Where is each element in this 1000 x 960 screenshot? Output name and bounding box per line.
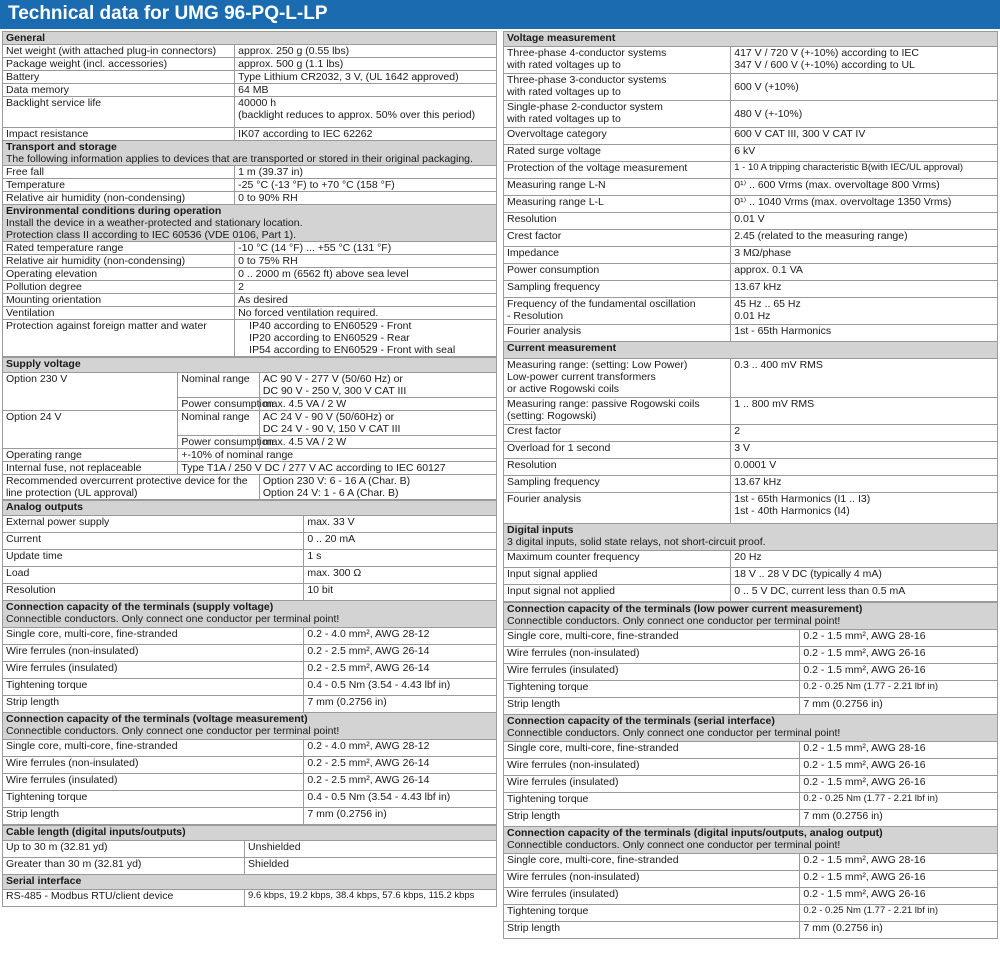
table-row: Measuring range: passive Rogowski coils (setting: Rogowski) 1 .. 800 mV RMS [504, 398, 998, 425]
table-row: Protection against foreign matter and water IP40 according to EN60529 - Front IP20 according to EN60529 - Rear IP54 according to EN60529 - Front with seal [3, 320, 497, 357]
table-row: Option 24 V Nominal range AC 24 V - 90 V (50/60Hz) or DC 24 V - 90 V, 150 V CAT III [3, 411, 497, 436]
table-row: Power consumption approx. 0.1 VA [504, 264, 998, 281]
table-row: Recommended overcurrent protective device for the line protection (UL approval) Option 230 V: 6 - 16 A (Char. B) Option 24 V: 1 - 6 A (Char. B) [3, 475, 497, 500]
table-row: Greater than 30 m (32.81 yd) Shielded [3, 858, 497, 875]
table-row: Up to 30 m (32.81 yd) Unshielded [3, 841, 497, 858]
table-row: Relative air humidity (non-condensing) 0 to 75% RH [3, 255, 497, 268]
table-row: Rated temperature range -10 °C (14 °F) ... +55 °C (131 °F) [3, 242, 497, 255]
table-row: Strip length 7 mm (0.2756 in) [504, 698, 998, 715]
table-row: Wire ferrules (insulated) 0.2 - 1.5 mm², AWG 26-16 [504, 776, 998, 793]
table-row: Current 0 .. 20 mA [3, 533, 497, 550]
table-row: External power supply max. 33 V [3, 516, 497, 533]
table-row: Tightening torque 0.2 - 0.25 Nm (1.77 - 2.21 lbf in) [504, 905, 998, 922]
table-row: Three-phase 4-conductor systems with rated voltages up to 417 V / 720 V (+-10%) according to IEC 347 V / 600 V (+-10%) according to UL [504, 47, 998, 74]
table-row: Wire ferrules (non-insulated) 0.2 - 1.5 mm², AWG 26-16 [504, 647, 998, 664]
section-header-conn-lowpower: Connection capacity of the terminals (low power current measurement) Connectible conductors. Only connect one conductor per terminal point! [504, 603, 998, 630]
left-spec-table [2, 31, 497, 357]
table-row: Wire ferrules (insulated) 0.2 - 1.5 mm², AWG 26-16 [504, 664, 998, 681]
table-row: Strip length 7 mm (0.2756 in) [3, 808, 497, 825]
table-row: Update time 1 s [3, 550, 497, 567]
section-header-environment: Environmental conditions during operation Install the device in a weather-protected and stationary location. Protection class II according to IEC 60536 (VDE 0106, Part 1). [3, 205, 497, 242]
table-row: Sampling frequency 13.67 kHz [504, 281, 998, 298]
cable-serial-table [2, 825, 497, 907]
table-row: Overload for 1 second 3 V [504, 442, 998, 459]
table-row: Wire ferrules (insulated) 0.2 - 2.5 mm², AWG 26-14 [3, 774, 497, 791]
table-row: Power consumption max. 4.5 VA / 2 W [3, 398, 497, 411]
table-row: Tightening torque 0.2 - 0.25 Nm (1.77 - 2.21 lbf in) [504, 681, 998, 698]
right-conn-table [503, 602, 998, 939]
table-row: Pollution degree 2 [3, 281, 497, 294]
table-row: Sampling frequency 13.67 kHz [504, 476, 998, 493]
table-row: Wire ferrules (non-insulated) 0.2 - 1.5 mm², AWG 26-16 [504, 871, 998, 888]
section-header-conn-serial: Connection capacity of the terminals (serial interface) Connectible conductors. Only connect one conductor per terminal point! [504, 715, 998, 742]
table-row: Impedance 3 MΩ/phase [504, 247, 998, 264]
table-row: Temperature -25 °C (-13 °F) to +70 °C (158 °F) [3, 179, 497, 192]
table-row: Input signal not applied 0 .. 5 V DC, current less than 0.5 mA [504, 585, 998, 602]
table-row: Backlight service life 40000 h (backlight reduces to approx. 50% over this period) [3, 97, 497, 128]
table-row: Fourier analysis 1st - 65th Harmonics [504, 325, 998, 342]
table-row: Resolution 0.0001 V [504, 459, 998, 476]
table-row: Ventilation No forced ventilation required. [3, 307, 497, 320]
table-row: Power consumption max. 4.5 VA / 2 W [3, 436, 497, 449]
table-row: Battery Type Lithium CR2032, 3 V, (UL 1642 approved) [3, 71, 497, 84]
section-header-conn-digital: Connection capacity of the terminals (digital inputs/outputs, analog output) Connectible conductors. Only connect one conductor per terminal point! [504, 827, 998, 854]
table-row: Measuring range L-L 0¹⁾ .. 1040 Vrms (max. overvoltage 1350 Vrms) [504, 196, 998, 213]
table-row: Fourier analysis 1st - 65th Harmonics (I1 .. I3) 1st - 40th Harmonics (I4) [504, 493, 998, 524]
section-header-conn-voltage: Connection capacity of the terminals (voltage measurement) Connectible conductors. Only connect one conductor per terminal point! [3, 713, 497, 740]
table-row: Tightening torque 0.4 - 0.5 Nm (3.54 - 4.43 lbf in) [3, 791, 497, 808]
table-row: Input signal applied 18 V .. 28 V DC (typically 4 mA) [504, 568, 998, 585]
section-header-analog: Analog outputs [3, 501, 497, 516]
table-row: Frequency of the fundamental oscillation - Resolution 45 Hz .. 65 Hz 0.01 Hz [504, 298, 998, 325]
title-bar [0, 0, 1000, 29]
left-column [2, 31, 497, 907]
table-row: Crest factor 2.45 (related to the measuring range) [504, 230, 998, 247]
table-row: RS-485 - Modbus RTU/client device 9.6 kbps, 19.2 kbps, 38.4 kbps, 57.6 kbps, 115.2 kbps [3, 890, 497, 907]
table-row: Option 230 V Nominal range AC 90 V - 277 V (50/60 Hz) or DC 90 V - 250 V, 300 V CAT III [3, 373, 497, 398]
table-row: Operating elevation 0 .. 2000 m (6562 ft) above sea level [3, 268, 497, 281]
table-row: Mounting orientation As desired [3, 294, 497, 307]
table-row: Wire ferrules (insulated) 0.2 - 2.5 mm², AWG 26-14 [3, 662, 497, 679]
section-header-general: General [3, 32, 497, 45]
table-row: Single-phase 2-conductor system with rated voltages up to 480 V (+-10%) [504, 101, 998, 128]
supply-voltage-table [2, 357, 497, 500]
table-row: Wire ferrules (non-insulated) 0.2 - 1.5 mm², AWG 26-16 [504, 759, 998, 776]
table-row: Single core, multi-core, fine-stranded 0.2 - 4.0 mm², AWG 28-12 [3, 628, 497, 645]
table-row: Relative air humidity (non-condensing) 0 to 90% RH [3, 192, 497, 205]
table-row: Protection of the voltage measurement 1 - 10 A tripping characteristic B(with IEC/UL approval) [504, 162, 998, 179]
section-header-supply: Supply voltage [3, 358, 497, 373]
table-row: Internal fuse, not replaceable Type T1A / 250 V DC / 277 V AC according to IEC 60127 [3, 462, 497, 475]
table-row: Strip length 7 mm (0.2756 in) [504, 922, 998, 939]
table-row: Single core, multi-core, fine-stranded 0.2 - 1.5 mm², AWG 28-16 [504, 854, 998, 871]
page-title: Technical data for UMG 96-PQ-L-LP [8, 3, 328, 24]
table-row: Tightening torque 0.2 - 0.25 Nm (1.77 - 2.21 lbf in) [504, 793, 998, 810]
table-row: Package weight (incl. accessories) approx. 500 g (1.1 lbs) [3, 58, 497, 71]
table-row: Wire ferrules (insulated) 0.2 - 1.5 mm², AWG 26-16 [504, 888, 998, 905]
table-row: Resolution 10 bit [3, 584, 497, 601]
table-row: Single core, multi-core, fine-stranded 0.2 - 1.5 mm², AWG 28-16 [504, 630, 998, 647]
section-header-conn-supply: Connection capacity of the terminals (supply voltage) Connectible conductors. Only connect one conductor per terminal point! [3, 601, 497, 628]
table-row: Wire ferrules (non-insulated) 0.2 - 2.5 mm², AWG 26-14 [3, 757, 497, 774]
table-row: Three-phase 3-conductor systems with rated voltages up to 600 V (+10%) [504, 74, 998, 101]
table-row: Impact resistance IK07 according to IEC 62262 [3, 128, 497, 141]
table-row: Measuring range L-N 0¹⁾ .. 600 Vrms (max. overvoltage 800 Vrms) [504, 179, 998, 196]
table-row: Tightening torque 0.4 - 0.5 Nm (3.54 - 4.43 lbf in) [3, 679, 497, 696]
left-lower-table [2, 500, 497, 825]
table-row: Overvoltage category 600 V CAT III, 300 V CAT IV [504, 128, 998, 145]
table-row: Resolution 0.01 V [504, 213, 998, 230]
table-row: Rated surge voltage 6 kV [504, 145, 998, 162]
voltage-table [503, 31, 998, 602]
table-row: Maximum counter frequency 20 Hz [504, 551, 998, 568]
table-row: Strip length 7 mm (0.2756 in) [504, 810, 998, 827]
table-row: Strip length 7 mm (0.2756 in) [3, 696, 497, 713]
table-row: Net weight (with attached plug-in connectors) approx. 250 g (0.55 lbs) [3, 45, 497, 58]
table-row: Wire ferrules (non-insulated) 0.2 - 2.5 mm², AWG 26-14 [3, 645, 497, 662]
table-row: Single core, multi-core, fine-stranded 0.2 - 1.5 mm², AWG 28-16 [504, 742, 998, 759]
section-header-digital: Digital inputs 3 digital inputs, solid state relays, not short-circuit proof. [504, 524, 998, 551]
table-row: Load max. 300 Ω [3, 567, 497, 584]
section-header-transport: Transport and storage The following information applies to devices that are transported or stored in their original packaging. [3, 141, 497, 166]
table-row: Operating range +-10% of nominal range [3, 449, 497, 462]
section-header-serial: Serial interface [3, 875, 497, 890]
table-row: Free fall 1 m (39.37 in) [3, 166, 497, 179]
table-row: Data memory 64 MB [3, 84, 497, 97]
right-column [503, 31, 998, 939]
table-row: Measuring range: (setting: Low Power) Low-power current transformers or active Rogowski coils 0.3 .. 400 mV RMS [504, 359, 998, 398]
section-header-voltage: Voltage measurement [504, 32, 998, 47]
table-row: Single core, multi-core, fine-stranded 0.2 - 4.0 mm², AWG 28-12 [3, 740, 497, 757]
section-header-cable: Cable length (digital inputs/outputs) [3, 826, 497, 841]
table-row: Crest factor 2 [504, 425, 998, 442]
section-header-current: Current measurement [504, 342, 998, 359]
